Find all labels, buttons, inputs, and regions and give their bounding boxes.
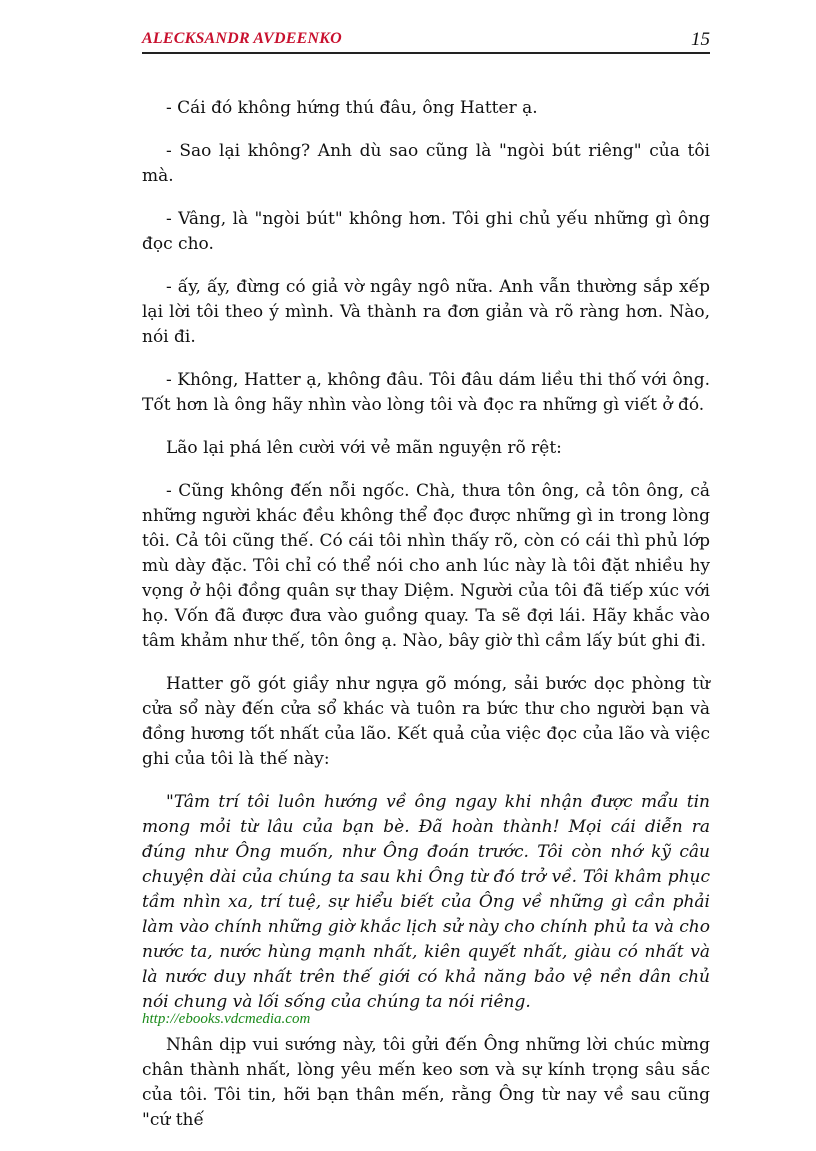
- letter-paragraph: "Tâm trí tôi luôn hướng về ông ngay khi nhận được mẩu tin mong mỏi từ lâu của bạn bè. Đã hoàn thành! Mọi cái diễn ra đúng như Ông muốn, như Ông đoán trước. Tôi còn nhớ kỹ câu chuyện dài của chúng ta sau khi Ông từ đó trở về. Tôi khâm phục tầm nhìn xa, trí tuệ, sự hiểu biết của Ông về những gì cần phải làm vào chính những giờ khắc lịch sử này cho chính phủ ta và cho nước ta, nước hùng mạnh nhất, kiên quyết nhất, giàu có nhất và là nước duy nhất trên thế giới có khả năng bảo vệ nền dân chủ nói chung và lối sống của chúng ta nói riêng.: [142, 792, 710, 1012]
- footer-link[interactable]: http://ebooks.vdcmedia.com: [142, 1011, 311, 1027]
- author-name: ALECKSANDR AVDEENKO: [142, 30, 342, 47]
- page-header: [142, 30, 710, 54]
- paragraph: Hatter gõ gót giầy như ngựa gõ móng, sải bước dọc phòng từ cửa sổ này đến cửa sổ khác và tuôn ra bức thư cho người bạn và đồng hương tốt nhất của lão. Kết quả của việc đọc của lão và việc ghi của tôi là thế này:: [142, 674, 710, 769]
- paragraph: - Không, Hatter ạ, không đâu. Tôi đâu dám liều thi thố với ông. Tốt hơn là ông hãy nhìn vào lòng tôi và đọc ra những gì viết ở đó.: [142, 370, 710, 415]
- paragraph: - Cái đó không hứng thú đâu, ông Hatter ạ.: [166, 98, 538, 118]
- paragraph: - Sao lại không? Anh dù sao cũng là "ngòi bút riêng" của tôi mà.: [142, 141, 710, 186]
- paragraph: - Cũng không đến nỗi ngốc. Chà, thưa tôn ông, cả tôn ông, cả những người khác đều không thể đọc được những gì in trong lòng tôi. Cả tôi cũng thế. Có cái tôi nhìn thấy rõ, còn có cái thì phủ lớp mù dày đặc. Tôi chỉ có thể nói cho anh lúc này là tôi đặt nhiều hy vọng ở hội đồng quân sự thay Diệm. Người của tôi đã tiếp xúc với họ. Vốn đã được đưa vào guồng quay. Ta sẽ đợi lái. Hãy khắc vào tâm khảm như thế, tôn ông ạ. Nào, bây giờ thì cầm lấy bút ghi đi.: [142, 481, 710, 651]
- paragraph: Lão lại phá lên cười với vẻ mãn nguyện rõ rệt:: [166, 438, 562, 458]
- page-body: [142, 96, 710, 1151]
- page-number: 15: [691, 29, 710, 50]
- paragraph: - Vâng, là "ngòi bút" không hơn. Tôi ghi chủ yếu những gì ông đọc cho.: [142, 209, 710, 254]
- paragraph: - ấy, ấy, đừng có giả vờ ngây ngô nữa. Anh vẫn thường sắp xếp lại lời tôi theo ý mình. Và thành ra đơn giản và rõ ràng hơn. Nào, nói đi.: [142, 277, 710, 347]
- paragraph: Nhân dịp vui sướng này, tôi gửi đến Ông những lời chúc mừng chân thành nhất, lòng yêu mến keo sơn và sự kính trọng sâu sắc của tôi. Tôi tin, hỡi bạn thân mến, rằng Ông từ nay về sau cũng "cứ thế: [142, 1035, 710, 1130]
